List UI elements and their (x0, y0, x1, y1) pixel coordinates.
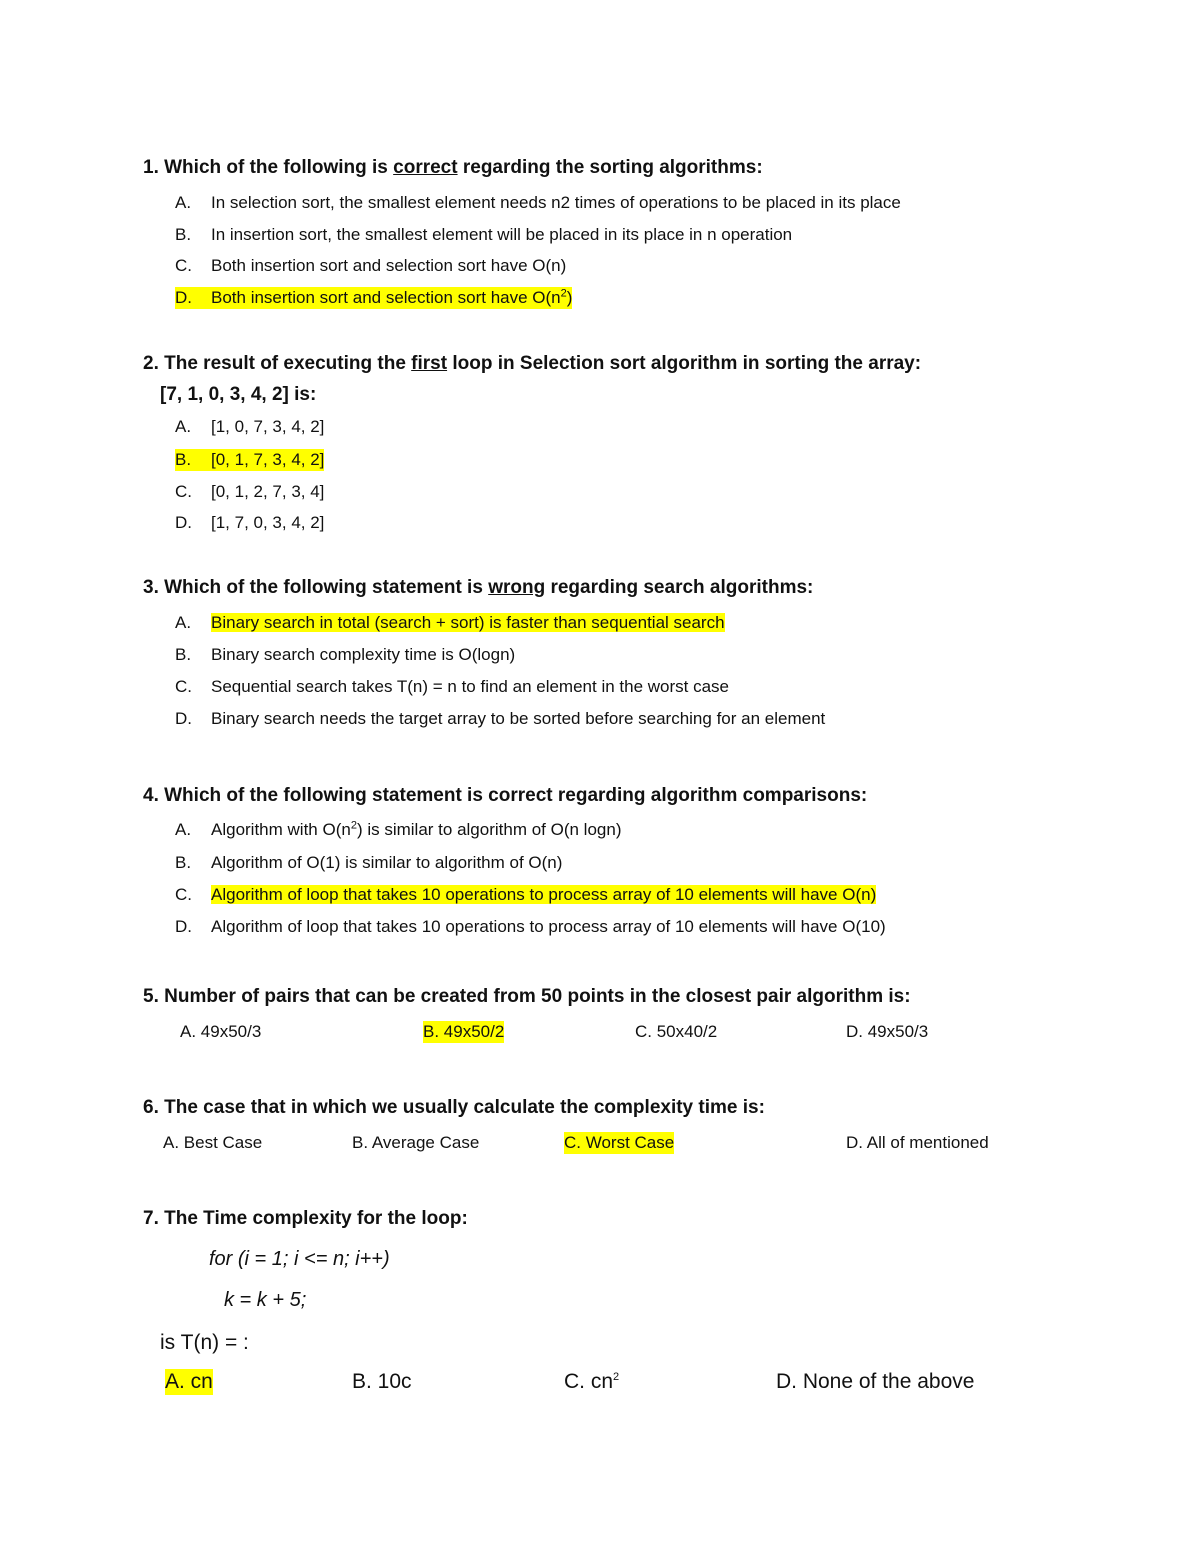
code-line-body: k = k + 5; (224, 1289, 307, 1311)
option-letter: D. (175, 709, 192, 728)
option-text: Sequential search takes T(n) = n to find an element in the worst case (211, 677, 730, 696)
q7-option-b: B. 10c (352, 1370, 412, 1393)
question-3-title (143, 577, 813, 599)
option-text: Algorithm of loop that takes 10 operations to process array of 10 elements will have O(10) (211, 917, 886, 936)
q3-option-d (175, 708, 825, 730)
q3-option-c (175, 676, 729, 698)
question-number: 2. (143, 353, 165, 374)
question-7-title: 7. The Time complexity for the loop: (143, 1208, 468, 1229)
q4-option-a (175, 819, 621, 841)
question-5-title: 5. Number of pairs that can be created from 50 points in the closest pair algorithm is: (143, 986, 911, 1007)
q6-option-a: A. Best Case (163, 1133, 263, 1152)
option-text-tail: ) is similar to algorithm of O(n logn) (356, 820, 622, 839)
option-text: Binary search needs the target array to be sorted before searching for an element (211, 709, 826, 728)
option-letter: C. (175, 482, 192, 501)
option-text: [0, 1, 2, 7, 3, 4] (211, 482, 325, 501)
code-line-loop: for (i = 1; i <= n; i++) (209, 1248, 390, 1270)
q2-option-a (175, 416, 324, 438)
option-text-highlighted: Algorithm of loop that takes 10 operations to process array of 10 elements will have O(n) (211, 885, 877, 904)
question-text: The result of executing the (164, 353, 412, 374)
option-text-highlighted: Binary search in total (search + sort) is faster than sequential search (211, 613, 725, 632)
superscript: 2 (560, 287, 567, 300)
emphasis-word: correct (393, 157, 458, 178)
q7-option-c (564, 1369, 619, 1395)
option-text: In insertion sort, the smallest element will be placed in its place in n operation (211, 225, 793, 244)
question-6-title: 6. The case that in which we usually calculate the complexity time is: (143, 1097, 765, 1118)
question-text: loop in Selection sort algorithm in sorting the array: (447, 353, 922, 374)
option-letter: A. (175, 417, 192, 436)
option-text: [0, 1, 7, 3, 4, 2] (211, 450, 325, 469)
q6-option-d: D. All of mentioned (846, 1133, 989, 1152)
question-number: 1. (143, 157, 165, 178)
question-text: Which of the following statement is (164, 577, 489, 598)
option-text: Algorithm with O(n (211, 820, 351, 839)
q1-option-a (175, 192, 901, 214)
option-letter: C. (175, 256, 192, 275)
question-number: 3. (143, 577, 165, 598)
q4-option-d (175, 916, 886, 938)
option-text: Algorithm of O(1) is similar to algorithm of O(n) (211, 853, 563, 872)
q5-option-d: D. 49x50/3 (846, 1022, 929, 1041)
q2-option-b-highlighted (175, 449, 324, 471)
question-text: Which of the following is (164, 157, 394, 178)
emphasis-word: wrong (488, 577, 546, 598)
option-letter: B. (175, 645, 192, 664)
q2-option-d (175, 512, 324, 534)
q6-option-c-highlighted: C. Worst Case (564, 1133, 675, 1152)
is-tn-line: is T(n) = : (160, 1331, 249, 1354)
option-letter: A. (175, 613, 192, 632)
q5-option-a: A. 49x50/3 (180, 1022, 262, 1041)
q6-option-b: B. Average Case (352, 1133, 480, 1152)
q5-option-b-highlighted: B. 49x50/2 (423, 1022, 505, 1041)
superscript: 2 (613, 1371, 620, 1383)
option-letter: D. (175, 513, 192, 532)
question-2-array: [7, 1, 0, 3, 4, 2] is: (160, 384, 317, 405)
superscript: 2 (350, 819, 357, 832)
q2-option-c (175, 481, 324, 503)
option-letter: B. (175, 225, 192, 244)
q7-option-d: D. None of the above (776, 1370, 975, 1393)
option-letter: C. (175, 677, 192, 696)
question-2-title (143, 353, 921, 375)
question-text: regarding search algorithms: (545, 577, 814, 598)
option-text: [1, 7, 0, 3, 4, 2] (211, 513, 325, 532)
q4-option-c (175, 884, 876, 906)
question-1-title (143, 157, 763, 179)
option-letter: B. (175, 450, 192, 469)
q4-option-b (175, 852, 562, 874)
emphasis-word: first (411, 353, 448, 374)
option-letter: A. (175, 820, 192, 839)
option-letter: D. (175, 917, 192, 936)
q3-option-b (175, 644, 515, 666)
question-text: regarding the sorting algorithms: (457, 157, 763, 178)
option-text: Both insertion sort and selection sort have O(n) (211, 256, 567, 275)
q5-option-c: C. 50x40/2 (635, 1022, 718, 1041)
option-text: Binary search complexity time is O(logn) (211, 645, 516, 664)
question-4-title: 4. Which of the following statement is correct regarding algorithm comparisons: (143, 785, 868, 806)
q1-option-d-highlighted (175, 287, 572, 309)
option-letter: B. (175, 853, 192, 872)
option-text: C. cn (564, 1370, 614, 1393)
option-letter: D. (175, 288, 192, 307)
option-text: Both insertion sort and selection sort have O(n (211, 288, 561, 307)
q1-option-b (175, 224, 792, 246)
option-letter: C. (175, 885, 192, 904)
option-text: In selection sort, the smallest element needs n2 times of operations to be placed in its place (211, 193, 901, 212)
q1-option-c (175, 255, 566, 277)
option-text: [1, 0, 7, 3, 4, 2] (211, 417, 325, 436)
option-text-tail: ) (566, 288, 573, 307)
option-letter: A. (175, 193, 192, 212)
q7-option-a-highlighted: A. cn (165, 1370, 213, 1393)
q3-option-a (175, 612, 725, 634)
